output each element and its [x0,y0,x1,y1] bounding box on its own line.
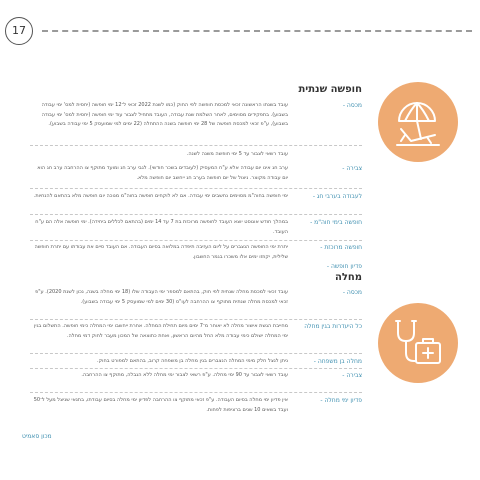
row-divider [30,145,362,146]
row-text: ערב חג אינו יום עבודה אלא ע"ח המעסיק (לעובדים בשכר חודשי). לגבי ערב חג ומועד מתוקף צו ההרחבה ערב חג הוא יום עבודה מקוצר. ניצול של יום חופשה בערב חג ייחשב יום חופשה מלא. [37,165,288,181]
row-label: פדיון ימי מחלה - [320,397,362,404]
beach-chair-umbrella-icon [378,82,458,162]
row-label: חופשה בימי חוה"מ - [310,219,362,226]
row-text: ניתן לנצל חלק מימי המחלה הנצברים בגין מחלה בן משפחה קרוב, בהתאם למפורט בחוק. [97,358,288,364]
row-text: עובד בשנתו הראשונה זכאי למכסת חופשה לפי החוק (כמו לשנת 2022 זכאי ל־12 ימי חופשה (יחסית למס' ימי עבודה בשבוע). בתפקידים מסוימים, לאחר השלמת שנת עבודה, העובד מתחיל לצבור עוד ימי חופשה (יחסית למס' ימי עבודה בשבוע), ע"פ זכאי למכסת חופשה של 28 ימי חופשה בשנה ההתחלה (22 ימים למי שמועסק 5 ימי עבודה בשבוע). [41,102,288,128]
row-divider [30,319,362,320]
vacation-row-chol-hamoed [30,218,362,238]
row-text: מחייבת הגשת אישור מחלה לא יאוחר מ־7 ימים מיום תחילת המחלה. אחרת ייחשבו ימי המחלה כימי חופשה. התשלום בגין ימי המחלה ישולם כימי עבודה מלא החל מהיום הראשון, ואחת כתוצאה של המכון מעבר לחוק דמי מחלה. [33,323,288,339]
row-text: עובד רשאי לצבור עד 90 ימי מחלה. ע"פ רשאי לצבור ימי מחלה ללא הגבלה, מתוקף צו ההרחבה. [81,372,288,378]
row-label: חופשה מרוכזת - [320,244,362,251]
row-label: מכסה - [342,102,362,109]
sick-row-quota [30,288,362,318]
sick-row-accrual [30,371,362,391]
sick-row-absence [30,322,362,354]
row-text: אין פדיון ימי מחלה בסיום העבודה. ע"פ זכאי מתוקף צו ההרחבה לפדיון ימי מחלה בסיום עבודתו, בתנאי שניצל מעל ל־50 ועבד בשאים 10 שנים ברציפות לפחות. [33,397,288,413]
row-label: צבירה - [342,165,362,172]
section-title-vacation: חופשה שנתית [298,84,362,95]
row-text: עובד רשאי לצבור עד 5 ימי חופשה משנה לשנה. [186,151,288,157]
row-label: צבירה - [342,372,362,379]
header-dashed-rule [42,30,472,32]
vacation-row-accrual [30,164,362,186]
row-text: יתרת ימי החופשה הנצברים על ליום העזיבה תיפדה במלואה בסיום העבודה. אם העובד סיים את עבודתו עם יתרת חופשה שלילית, יקוזזו ימים אלו משכרו בגמר החשבון. [34,244,288,260]
sick-row-redemption [30,396,362,418]
vacation-row-redemption [30,262,362,272]
vacation-row-accrual-note [30,150,362,160]
vacation-row-quota [30,101,362,141]
row-divider [30,392,362,393]
page-number: 17 [5,17,33,45]
row-divider [30,214,362,215]
row-label: מכסה - [342,289,362,296]
row-text: עובד זכאי למכסת מחלה שנתית לפי חוק, בהתאם למספר ימי העבודה שלו (18 ימי מחלה בשנה, נכון לשנת 2020). ע"פ זכאי למכסת מחלה שנתית מתוקף צו ההרחבה לעו"ס (30 ימים למי שמועסק 5 ימי עבודה בשבוע). [35,289,288,305]
row-text: במהלך חודש אוגוסט יוצא העובד לחופשה מרוכזת בת 7 עד 14 ימים (בהתאם לכללים ביחידה). ימי חופשה אלה הם ע"ח העובד. [35,219,288,235]
row-divider [30,353,362,354]
row-divider [30,188,362,189]
footer-brand: מכון סאמיט [22,433,52,440]
section-title-sick: מחלה [334,272,362,283]
row-divider [30,240,362,241]
row-text: ימי חופשה בחוה"מ מסוימים נחשבים ימי עבודה. אם לא לוקחים חופשה בחוה"מ מנוכה יום חופשה מלא בהתאם להנחיות. [33,193,288,199]
stethoscope-medkit-icon [378,303,458,383]
row-divider [30,368,362,369]
vacation-row-holiday-eve [30,192,362,212]
row-label: פדיון חופשה - [326,263,362,270]
row-label: לעבודה בערבי חג - [312,193,362,200]
row-label: כל היעדרות בגין מחלה [304,323,362,330]
row-label: מחלה בן משפחה - [313,358,362,365]
